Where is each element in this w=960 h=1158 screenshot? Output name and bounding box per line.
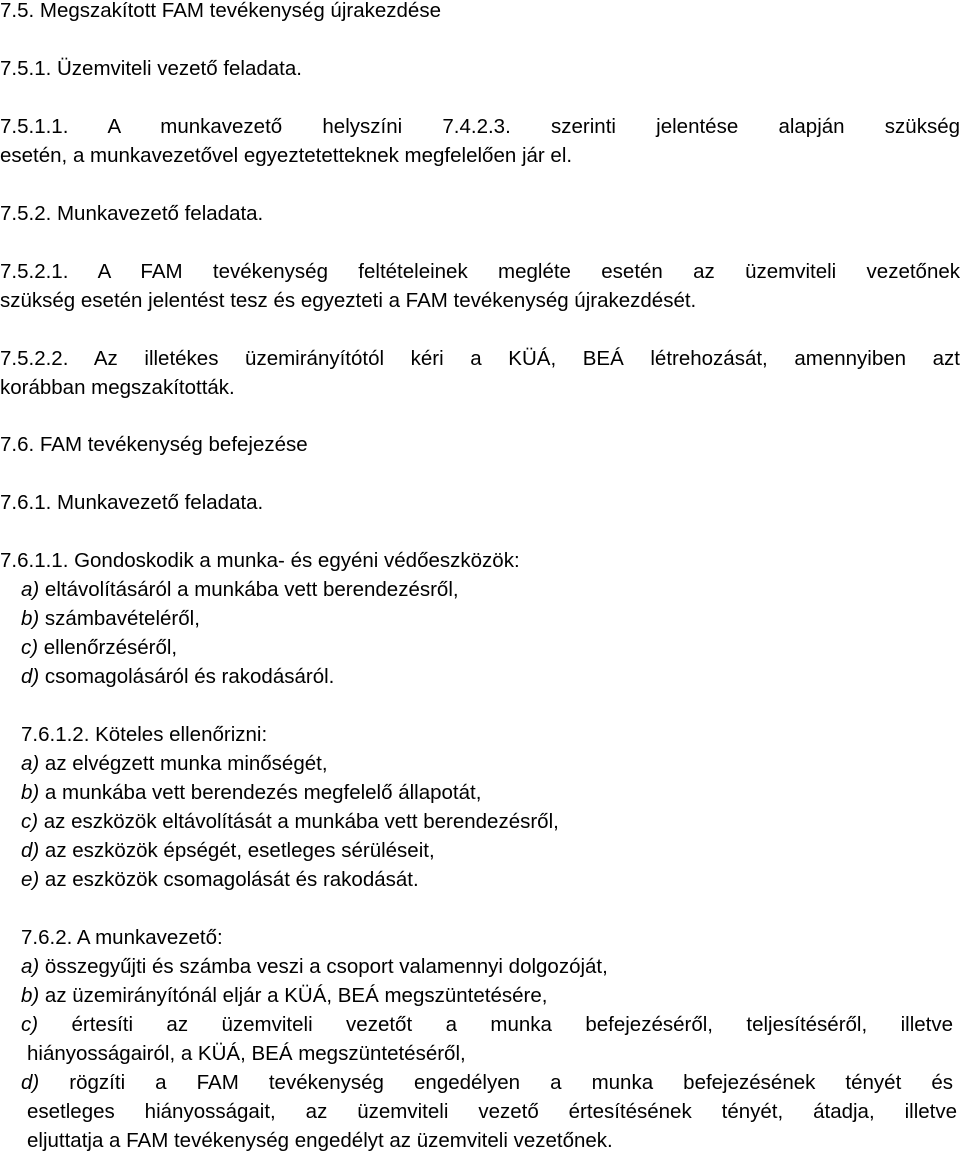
section-7-5-2-heading: 7.5.2. Munkavezető feladata. bbox=[0, 202, 264, 225]
section-7-5-1-heading: 7.5.1. Üzemviteli vezető feladata. bbox=[0, 57, 302, 80]
list-marker: d) bbox=[21, 1071, 40, 1094]
list-item-text: összegyűjti és számba veszi a csoport valamennyi dolgozóját, bbox=[39, 955, 608, 978]
section-7-6-heading: 7.6. FAM tevékenység befejezése bbox=[0, 433, 308, 456]
list-marker: a) bbox=[21, 578, 40, 601]
section-7-6-1-1-heading: 7.6.1.1. Gondoskodik a munka- és egyéni védőeszközök: bbox=[0, 549, 520, 572]
list-item-text: rögzíti a FAM tevékenység engedélyen a munka befejezésének tényét és bbox=[39, 1071, 953, 1094]
list-item-text: a munkába vett berendezés megfelelő állapotát, bbox=[39, 781, 482, 804]
list-item bbox=[21, 953, 960, 981]
list-item-continuation: eljuttatja a FAM tevékenység engedélyt az üzemviteli vezetőnek. bbox=[27, 1129, 613, 1152]
section-7-5-heading: 7.5. Megszakított FAM tevékenység újrakezdése bbox=[0, 0, 441, 22]
section-7-5-1-1-line-1: 7.5.1.1. A munkavezető helyszíni 7.4.2.3. szerinti jelentése alapján szükség bbox=[0, 115, 960, 138]
list-marker: e) bbox=[21, 868, 40, 891]
list-item bbox=[21, 837, 960, 865]
list-item bbox=[21, 1069, 953, 1097]
list-item-text: az üzemirányítónál eljár a KÜÁ, BEÁ megszüntetésére, bbox=[39, 984, 548, 1007]
list-item-text: számbavételéről, bbox=[39, 607, 200, 630]
list-item-continuation: esetleges hiányosságait, az üzemviteli vezető értesítésének tényét, átadja, illetve bbox=[27, 1100, 957, 1123]
list-item-continuation: hiányosságairól, a KÜÁ, BEÁ megszüntetéséről, bbox=[27, 1042, 466, 1065]
list-marker: a) bbox=[21, 955, 40, 978]
section-7-6-1-2-heading: 7.6.1.2. Köteles ellenőrizni: bbox=[21, 723, 268, 746]
section-7-5-2-2-line-2: korábban megszakították. bbox=[0, 376, 235, 399]
list-item bbox=[21, 982, 960, 1010]
section-7-5-2-2-line-1: 7.5.2.2. Az illetékes üzemirányítótól kéri a KÜÁ, BEÁ létrehozását, amennyiben azt bbox=[0, 347, 960, 370]
list-item-text: értesíti az üzemviteli vezetőt a munka befejezéséről, teljesítéséről, illetve bbox=[38, 1013, 953, 1036]
list-item bbox=[21, 808, 960, 836]
section-7-6-1-heading: 7.6.1. Munkavezető feladata. bbox=[0, 491, 264, 514]
list-item-text: csomagolásáról és rakodásáról. bbox=[39, 665, 335, 688]
list-item bbox=[21, 1011, 953, 1039]
list-marker: a) bbox=[21, 752, 40, 775]
list-marker: b) bbox=[21, 984, 40, 1007]
list-marker: b) bbox=[21, 781, 40, 804]
list-item-text: az elvégzett munka minőségét, bbox=[39, 752, 328, 775]
list-item bbox=[21, 634, 960, 662]
list-marker: c) bbox=[21, 636, 39, 659]
section-7-5-2-1-line-1: 7.5.2.1. A FAM tevékenység feltételeinek megléte esetén az üzemviteli vezetőnek bbox=[0, 260, 960, 283]
list-item-text: ellenőrzéséről, bbox=[38, 636, 178, 659]
list-marker: d) bbox=[21, 665, 40, 688]
section-7-5-1-1-line-2: esetén, a munkavezetővel egyeztetetteknek megfelelően jár el. bbox=[0, 144, 573, 167]
list-item-text: az eszközök csomagolását és rakodását. bbox=[39, 868, 419, 891]
list-item bbox=[21, 779, 960, 807]
list-item bbox=[21, 576, 960, 604]
list-item bbox=[21, 866, 960, 894]
list-item bbox=[21, 605, 960, 633]
list-marker: c) bbox=[21, 810, 39, 833]
list-item-text: az eszközök eltávolítását a munkába vett berendezésről, bbox=[38, 810, 559, 833]
list-item bbox=[21, 663, 960, 691]
list-marker: d) bbox=[21, 839, 40, 862]
section-7-6-2-heading: 7.6.2. A munkavezető: bbox=[21, 926, 223, 949]
list-item-text: eltávolításáról a munkába vett berendezésről, bbox=[39, 578, 459, 601]
list-item-text: az eszközök épségét, esetleges sérüléseit, bbox=[39, 839, 435, 862]
list-marker: c) bbox=[21, 1013, 39, 1036]
list-item bbox=[21, 750, 960, 778]
section-7-5-2-1-line-2: szükség esetén jelentést tesz és egyezteti a FAM tevékenység újrakezdését. bbox=[0, 289, 697, 312]
list-marker: b) bbox=[21, 607, 40, 630]
